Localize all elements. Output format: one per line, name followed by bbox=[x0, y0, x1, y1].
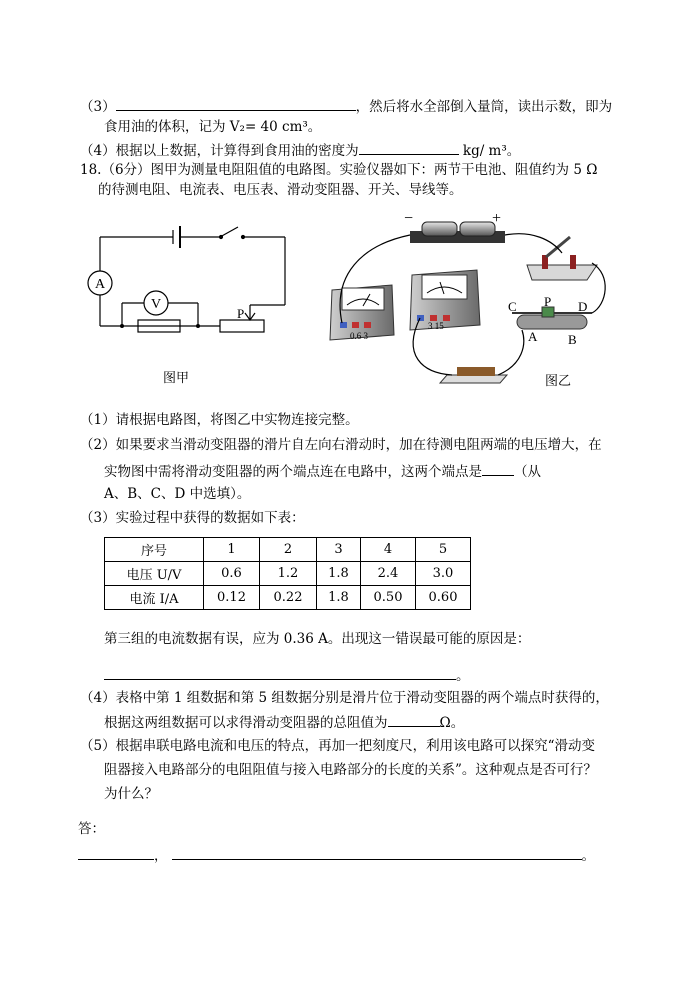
table-cell: 4 bbox=[361, 538, 416, 562]
voltmeter-terminals-label: 3 15 bbox=[428, 321, 444, 331]
table-row bbox=[105, 562, 471, 586]
q18-sub2-line2 bbox=[104, 461, 541, 481]
voltmeter-label: V bbox=[150, 297, 162, 312]
q17-density-blank[interactable] bbox=[359, 140, 459, 155]
battery-minus-sign: − bbox=[404, 210, 414, 227]
answer-separator: ， bbox=[154, 848, 168, 864]
table-cell: 1.2 bbox=[260, 562, 317, 586]
table-cell: 0.22 bbox=[260, 586, 317, 610]
q18-sub4-unit: Ω。 bbox=[439, 715, 465, 731]
table-cell: 0.12 bbox=[204, 586, 260, 610]
q18-sub3: （3）实验过程中获得的数据如下表： bbox=[80, 510, 305, 526]
q18-sub4-line1: （4）表格中第 1 组数据和第 5 组数据分别是滑片位于滑动变阻器的两个端点时获得的， bbox=[80, 690, 609, 706]
ammeter-label: A bbox=[94, 277, 106, 292]
circuit-diagram-figure-a bbox=[80, 225, 300, 340]
apparatus-figure-b bbox=[322, 205, 612, 385]
q18-sub5-line2: 阻器接入电路部分的电阻阻值与接入电路部分的长度的关系”。这种观点是否可行？ bbox=[104, 762, 597, 778]
table-cell: 1.8 bbox=[317, 586, 361, 610]
answer-line bbox=[78, 845, 595, 865]
q18-sub4-text: 根据这两组数据可以求得滑动变阻器的总阻值为 bbox=[104, 715, 388, 731]
table-cell: 序号 bbox=[105, 538, 204, 562]
answer-end: 。 bbox=[581, 848, 595, 864]
q17-item4-text: （4）根据以上数据，计算得到食用油的密度为 bbox=[80, 143, 359, 159]
q18-sub2-line1: （2）如果要求当滑动变阻器的滑片自左向右滑动时，加在待测电阻两端的电压增大，在 bbox=[80, 437, 602, 453]
q18-sub1: （1）请根据电路图，将图乙中实物连接完整。 bbox=[80, 412, 359, 428]
measurement-table bbox=[104, 537, 471, 610]
q17-item3 bbox=[80, 96, 612, 116]
q17-item4-unit: kg/ m³。 bbox=[462, 143, 521, 159]
q17-item3-text: ，然后将水全部倒入量筒，读出示数，即为 bbox=[355, 99, 613, 115]
figure-a-caption: 图甲 bbox=[163, 371, 190, 386]
table-cell: 0.50 bbox=[361, 586, 416, 610]
rheostat-terminal-b: B bbox=[568, 332, 577, 347]
table-cell: 0.6 bbox=[204, 562, 260, 586]
q18-sub2-line3: A、B、C、D 中选填）。 bbox=[104, 486, 251, 502]
table-cell: 0.60 bbox=[416, 586, 471, 610]
total-resistance-blank[interactable] bbox=[388, 712, 440, 727]
table-row bbox=[105, 538, 471, 562]
battery-holder bbox=[410, 222, 505, 243]
error-reason-blank[interactable] bbox=[104, 665, 456, 680]
rheostat-terminal-c: C bbox=[508, 299, 517, 314]
battery-plus-sign: + bbox=[492, 210, 502, 227]
q18-sub3-note: 第三组的电流数据有误，应为 0.36 A。出现这一错误最可能的原因是： bbox=[104, 631, 531, 647]
q17-item3-blank[interactable] bbox=[116, 96, 356, 111]
q18-sub2-text: 实物图中需将滑动变阻器的两个端点连在电路中，这两个端点是 bbox=[104, 464, 482, 480]
q17-item4 bbox=[80, 140, 520, 160]
slider-label-p: P bbox=[237, 306, 245, 321]
rheostat-terminal-d: D bbox=[578, 299, 588, 314]
q18-heading-line1: 18.（6分）图甲为测量电阻阻值的电路图。实验仪器如下：两节干电池、阻值约为 5 Ω bbox=[80, 162, 598, 178]
table-cell: 1 bbox=[204, 538, 260, 562]
ammeter-terminals-label: 0.6 3 bbox=[350, 331, 368, 341]
rheostat-slider-p: P bbox=[544, 294, 552, 309]
rheostat-terminal-a: A bbox=[528, 329, 538, 344]
q18-sub5-line3: 为什么？ bbox=[104, 786, 158, 802]
table-cell: 2.4 bbox=[361, 562, 416, 586]
table-cell: 1.8 bbox=[317, 562, 361, 586]
table-cell: 2 bbox=[260, 538, 317, 562]
q18-heading-line2: 的待测电阻、电流表、电压表、滑动变阻器、开关、导线等。 bbox=[98, 182, 463, 198]
table-row bbox=[105, 586, 471, 610]
switch bbox=[527, 237, 597, 280]
table-cell: 5 bbox=[416, 538, 471, 562]
table-cell: 电压 U/V bbox=[105, 562, 204, 586]
q17-item3-number: （3） bbox=[80, 99, 116, 115]
q18-sub5-line1: （5）根据串联电路电流和电压的特点，再加一把刻度尺，利用该电路可以探究“滑动变 bbox=[80, 738, 595, 754]
table-cell: 3 bbox=[317, 538, 361, 562]
q17-item3-cont: 食用油的体积，记为 V₂= 40 cm³。 bbox=[104, 119, 322, 135]
voltmeter-instrument bbox=[410, 270, 480, 330]
q18-sub3-end: 。 bbox=[456, 668, 470, 684]
q18-sub3-answer-line bbox=[104, 665, 470, 685]
answer-feasible-blank[interactable] bbox=[78, 845, 154, 860]
terminals-blank[interactable] bbox=[482, 461, 514, 476]
table-cell: 3.0 bbox=[416, 562, 471, 586]
table-cell: 电流 I/A bbox=[105, 586, 204, 610]
answer-reason-blank[interactable] bbox=[172, 845, 582, 860]
figure-b-caption: 图乙 bbox=[545, 374, 572, 389]
answer-label: 答： bbox=[78, 821, 105, 837]
q18-sub4-line2 bbox=[104, 712, 464, 732]
q18-sub2-tail: （从 bbox=[514, 464, 541, 480]
